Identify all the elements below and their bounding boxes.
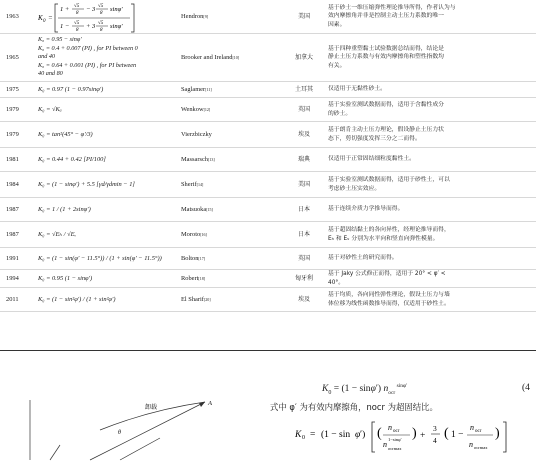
author-cell: Sherif [14]: [181, 180, 204, 188]
equation-5-render: [295, 420, 536, 454]
formula-cell: K₀ = 0.95 − sinφ′ K₀ = 0.4 + 0.007 (PI) , for PI between 0 and 40 K₀ = 0.64 + 0.001 (PI) , for PI between 40 and 80: [38, 36, 138, 78]
table-row: [0, 34, 536, 82]
year-cell: 1975: [6, 85, 19, 93]
svg-text:√5: √5: [98, 3, 104, 9]
formula-cell: K₀ = √Kₐ: [38, 105, 62, 113]
formula-cell: K₀ = 0.95 (1 − sinφ′): [38, 274, 93, 282]
country-cell: 英国: [297, 254, 310, 262]
section-divider: [0, 350, 536, 351]
table-row: [0, 198, 536, 222]
svg-text:n: n: [388, 423, 392, 432]
svg-text:ocr: ocr: [393, 429, 400, 434]
table-row: [0, 222, 536, 248]
table-row: [0, 288, 536, 312]
year-cell: 1979: [6, 130, 19, 138]
country-cell: 匈牙利: [294, 274, 313, 282]
svg-text:8: 8: [76, 27, 79, 33]
table-row: [0, 122, 536, 148]
remark-cell: 基于砂土一维压缩弹性理论推导所得，作者认为与 效内摩擦角并非是控制主动土压力系数的唯一 因素。: [328, 4, 456, 28]
explanation-text: 式中 φ′ 为有效内摩擦角，nocr 为超固结比。: [270, 402, 438, 412]
svg-text:K: K: [38, 13, 43, 22]
svg-text:φ: φ: [355, 430, 361, 440]
svg-text:+ 3: + 3: [86, 22, 96, 30]
svg-text:− 3: − 3: [86, 5, 96, 13]
country-cell: 埃及: [297, 295, 310, 303]
formula-cell: K₀ = (1 − sin(φ′ − 11.5°)) / (1 + sin(φ′ − 11.5°)): [38, 254, 162, 262]
year-cell: 1991: [6, 254, 19, 262]
svg-text:(: (: [377, 426, 382, 441]
table-row: [0, 248, 536, 270]
svg-text:0: 0: [43, 18, 46, 24]
equation-5: [295, 420, 536, 457]
svg-text:n: n: [383, 440, 387, 449]
author-cell: Wenkow [12]: [181, 105, 211, 113]
svg-text:1 −: 1 −: [451, 430, 464, 440]
svg-text:(: (: [444, 426, 449, 441]
equation-4-number: (4: [522, 383, 530, 393]
author-cell: Vierzbiczky: [181, 130, 212, 138]
svg-text:+: +: [420, 431, 426, 441]
remark-cell: 基于连续介质力学推导而得。: [328, 206, 404, 213]
year-cell: 1984: [6, 180, 19, 188]
remark-cell: 仅适用于无黏性砂土。: [328, 86, 386, 93]
remark-cell: 基于实验室测试数据而得，适用于砂性土，可以 考虑砂土压实效应。: [328, 177, 450, 192]
svg-text:1 +: 1 +: [60, 5, 70, 13]
formula-cell: [38, 0, 180, 33]
country-cell: 日本: [297, 205, 310, 213]
remark-cell: 基于 Jaky 公式修正而得，适用于 20° < φ′ < 40°。: [328, 271, 446, 286]
svg-text:3: 3: [433, 424, 437, 433]
country-cell: 英国: [297, 105, 310, 113]
year-cell: 1987: [6, 205, 19, 213]
remark-cell: 基于超固结黏土的各向异性，经理论推导而得， Eₕ 和 Eᵥ 分别为水平向和竖直向弹性模量。: [328, 227, 450, 242]
svg-text:ocrmax: ocrmax: [474, 445, 488, 450]
svg-text:√5: √5: [74, 20, 80, 26]
year-cell: 1987: [6, 230, 19, 238]
figure-line: [50, 445, 60, 460]
table-row: [0, 0, 536, 34]
remark-cell: 仅适用于正常固结细粒度黏性土。: [328, 156, 415, 163]
svg-text:0: 0: [302, 435, 305, 441]
table-row: [0, 270, 536, 288]
remark-cell: 基于实验室测试数据而得，适用于含黏性成分 的砂土。: [328, 102, 444, 117]
author-cell: Hendron [9]: [181, 12, 209, 20]
author-cell: Robert [18]: [181, 274, 206, 282]
svg-text:ocrmax: ocrmax: [388, 446, 402, 451]
table-row: [0, 172, 536, 198]
equation-4: $K_0 = (1 - \sin\varphi')$ $n_{ocr}$ $^{sin\varphi'}$: [322, 383, 408, 397]
country-cell: 埃及: [297, 130, 310, 138]
svg-text:√5: √5: [98, 20, 104, 26]
formula-cell: K₀ = 0.97 (1 − 0.97sinφ′): [38, 85, 104, 93]
year-cell: 1979: [6, 105, 19, 113]
table-row: [0, 148, 536, 172]
hendron-formula: [38, 1, 180, 33]
svg-text:n: n: [469, 440, 473, 449]
svg-text:K: K: [295, 430, 302, 440]
country-cell: 加拿大: [294, 53, 313, 61]
svg-text:=: =: [310, 430, 316, 440]
year-cell: 1994: [6, 274, 19, 282]
theta-label: θ: [118, 430, 121, 436]
svg-text:4: 4: [433, 436, 437, 445]
author-cell: Brooker and Ireland [10]: [181, 53, 240, 61]
svg-text:1−sinφ′: 1−sinφ′: [388, 437, 402, 442]
remark-cell: 基于均质，各向同性弹性理论，假设土压力与墙 体位移为线性函数推导而得，仅适用于砂性土。: [328, 292, 450, 307]
remark-cell: 基于朗肯主动土压力理论，假设静止土压力状 态下，剪切强度发挥三分之二而得。: [328, 127, 444, 142]
svg-text:sinφ′: sinφ′: [110, 22, 123, 30]
author-cell: El Sharif [20]: [181, 295, 211, 303]
formula-cell: K₀ = √Eₕ / √Eᵥ: [38, 230, 77, 238]
formula-cell: K₀ = 1 / (1 + 2sinφ′): [38, 205, 91, 213]
svg-text:n: n: [470, 423, 474, 432]
remark-cell: 基于对砂性土的研究而得。: [328, 255, 398, 262]
author-cell: Massarsch [13]: [181, 155, 215, 163]
svg-text:8: 8: [76, 10, 79, 16]
formula-cell: K₀ = (1 − sin²φ′) / (1 + sin²φ′): [38, 295, 116, 303]
country-cell: 瑞典: [297, 155, 310, 163]
svg-text:1 −: 1 −: [60, 22, 70, 30]
formula-cell: K₀ = (1 − sinφ′) + 5.5 [γd/γdmin − 1]: [38, 180, 135, 188]
table-row: [0, 82, 536, 98]
svg-text:): ): [495, 426, 500, 441]
svg-text:(1 − sin: (1 − sin: [321, 430, 351, 440]
formula-cell: K₀ = 0.44 + 0.42 [PI/100]: [38, 155, 106, 163]
point-a-label: A: [208, 400, 212, 407]
author-cell: Saglamer [11]: [181, 85, 212, 93]
author-cell: Bolton [17]: [181, 254, 206, 262]
country-cell: 美国: [297, 180, 310, 188]
unload-label: 卸载: [145, 404, 158, 411]
author-cell: Moroto [16]: [181, 230, 207, 238]
year-cell: 2011: [6, 295, 19, 303]
stress-path-figure: [0, 360, 250, 462]
svg-text:8: 8: [100, 27, 103, 33]
country-cell: 日本: [297, 230, 310, 238]
country-cell: 美国: [297, 12, 310, 20]
svg-text:=: =: [48, 13, 53, 22]
year-cell: 1965: [6, 53, 19, 61]
year-cell: 1981: [6, 155, 19, 163]
svg-text:8: 8: [100, 10, 103, 16]
remark-cell: 基于四种重塑黏土试验数据总结而得，结论是 静止土压力系数与有效内摩擦角和塑性指数均 有关。: [328, 45, 444, 69]
svg-text:ocr: ocr: [475, 429, 482, 434]
author-cell: Matsuoka [15]: [181, 205, 213, 213]
table-row: [0, 98, 536, 122]
reference-line: [120, 438, 160, 460]
svg-text:√5: √5: [74, 3, 80, 9]
svg-text:sinφ′: sinφ′: [110, 5, 123, 13]
svg-text:′): ′): [360, 430, 366, 440]
formula-cell: K₀ = tan²(45° − φ′/3): [38, 130, 93, 138]
svg-text:): ): [412, 426, 417, 441]
year-cell: 1963: [6, 12, 19, 20]
country-cell: 土耳其: [294, 85, 313, 93]
